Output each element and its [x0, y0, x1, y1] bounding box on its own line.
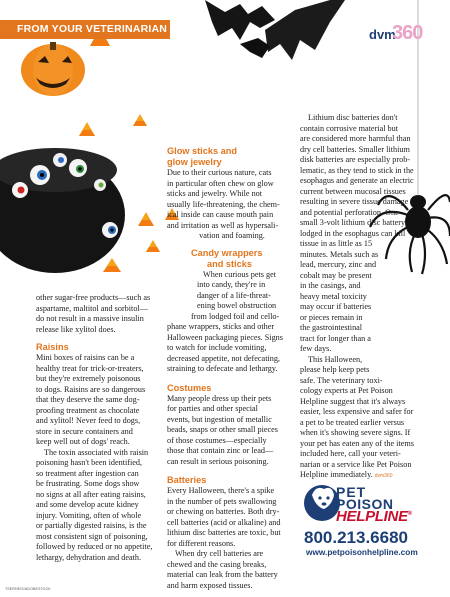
text-line: lematic, as they tend to stick in the [300, 165, 414, 175]
middle-column [167, 146, 297, 591]
pph-website-link[interactable]: www.petpoisonhelpline.com [306, 547, 418, 557]
text-line: cology experts at Pet Poison [300, 386, 393, 395]
candy-narrow-block [167, 248, 297, 323]
text-line: in particular often chew on glow [167, 178, 274, 188]
intro-line: do not result in a massive insulin [36, 314, 144, 323]
text-line: followed by reduced or no appetite, [36, 542, 153, 551]
text-line: usually life-threatening, the chem- [167, 199, 280, 209]
text-line: or chewing on batteries. Both dry- [167, 507, 280, 516]
text-line: disk batteries are especially prob- [300, 155, 411, 164]
text-line: The toxin associated with raisin [44, 447, 149, 457]
eyeball-candy-icon [102, 222, 118, 238]
text-line: events, but ingestion of metallic [167, 414, 272, 424]
text-line: resulting in severe tissue damage [300, 197, 409, 206]
dvm-logo-number: 360 [392, 22, 423, 44]
text-line: phane wrappers, sticks and other [167, 322, 275, 331]
pph-poison-text: POISON [336, 496, 394, 512]
text-line: of those costumes—especially [167, 435, 267, 445]
bat-icon [265, 0, 345, 60]
bat-icon [205, 0, 275, 40]
text-line: ical inside can cause mouth pain [167, 210, 274, 219]
text-line: Due to their curious nature, cats [167, 168, 272, 177]
glow-heading: glow jewelry [167, 157, 222, 167]
text-line: for different reasons. [167, 538, 236, 548]
pet-poison-helpline-logo [296, 484, 446, 566]
text-line: in the number of pets swallowing [167, 496, 277, 506]
text-line: may occur if batteries [300, 302, 372, 311]
text-line: or pieces remain in [300, 312, 363, 322]
text-line: into candy, they're in [197, 280, 266, 289]
right-column [300, 113, 436, 482]
intro-line: release like xylitol does. [36, 324, 116, 334]
raisins-paragraph-1 [36, 353, 164, 448]
text-line: or partially digested raisins, is the [36, 521, 147, 530]
text-line: those that contain zinc or lead— [167, 446, 274, 455]
text-line: lead, mercury, zinc and [300, 260, 377, 269]
costumes-heading: Costumes [167, 382, 212, 393]
text-line: esophagus and generate an electric [300, 176, 414, 185]
text-line: danger of a life-threat- [197, 290, 271, 300]
text-line: no signs at all after eating raisins, [36, 489, 146, 499]
text-line: current between mucosal tissues [300, 186, 406, 196]
text-line: poisoning hasn't been identified, [36, 458, 143, 467]
intro-line: aspartame, maltitol and sorbitol— [36, 303, 148, 313]
text-line: most consistent sign of poisoning, [36, 531, 148, 541]
pph-phone-number[interactable]: 800.213.6680 [304, 528, 408, 547]
left-column [36, 293, 164, 563]
pumpkin-icon [21, 42, 85, 96]
candy-heading: and sticks [207, 258, 252, 269]
text-line: be frustrating. Some dogs show [36, 479, 140, 488]
text-line: are considered more harmful than [300, 134, 411, 143]
text-line: included here, call your veteri- [300, 449, 401, 458]
section-banner: FROM YOUR VETERINARIAN [0, 20, 170, 39]
pph-helpline-text [336, 508, 412, 525]
dvm360-logo [369, 24, 429, 48]
text-line: Many people dress up their pets [167, 393, 272, 403]
candy-corn-icon [103, 258, 121, 272]
text-line: and some develop acute kidney [36, 500, 139, 509]
batteries-heading: Batteries [167, 475, 207, 485]
cauldron-icon [0, 148, 125, 273]
dvm-logo-text: dvm [369, 27, 396, 42]
text-line: injury. Vomiting, often of whole [36, 510, 142, 520]
intro-line: other sugar-free products—such as [36, 293, 151, 302]
text-line: narian or a service like Pet Poison [300, 459, 412, 469]
text-line: ening bowel obstruction [197, 301, 277, 310]
text-line: material can leak from the battery [167, 570, 278, 579]
text-line: Mini boxes of raisins can be a [36, 353, 135, 362]
text-line: Halloween packaging pieces. Signs [167, 332, 283, 342]
text-line: can result in serious poisoning. [167, 456, 269, 466]
text-line: When curious pets get [203, 269, 276, 279]
text-line: tract for longer than a [300, 333, 371, 343]
pph-pet-text: PET [336, 484, 367, 500]
text-line: for parties and other special [167, 404, 258, 413]
text-line: and xylitol! Never feed to dogs, [36, 416, 141, 425]
text-line: chewed and the casing breaks, [167, 559, 267, 569]
text-line: and irritation as well as hypersali- [167, 220, 279, 230]
text-line [300, 470, 436, 482]
text-line: to watch for include vomiting, [167, 343, 267, 352]
text-line: Every Halloween, there's a spike [167, 486, 275, 495]
dvm360-end-mark: dvm360 [374, 473, 393, 479]
text-line: Lithium disc batteries don't [308, 113, 398, 122]
text-line: cell batteries (acid or alkaline) and [167, 517, 281, 527]
candy-corn-icon [133, 114, 147, 126]
text-line: healthy treat for trick-or-treaters, [36, 363, 144, 373]
bat-icon [240, 38, 270, 58]
text-line: small 3-volt lithium disc battery [300, 218, 406, 227]
text-line: safe. The veterinary toxi- [300, 375, 383, 385]
text-line: your pet has eaten any of the items [300, 438, 414, 448]
text-line: the gastrointestinal [300, 323, 363, 332]
text-line: when it's showing severe signs. If [300, 428, 411, 437]
raisins-paragraph-2 [36, 448, 164, 564]
text-line: but they're extremely poisonous [36, 374, 141, 383]
text-line: to dogs. Raisins are so dangerous [36, 384, 146, 394]
text-line: that they deserve the same dog- [36, 395, 140, 404]
photo-credit: TSERHEIS/ADOBESTOCK [5, 587, 51, 591]
glow-heading: Glow sticks and [167, 146, 237, 156]
text-line: in the casings, and [300, 281, 361, 290]
registered-mark: ® [407, 511, 412, 517]
text-line: a pet to be treated earlier versus [300, 417, 405, 427]
text-line-end: Helpline immediately. [300, 470, 373, 479]
candy-corn-icon [146, 240, 160, 252]
text-line: minutes. Metals such as [300, 249, 379, 259]
text-line: from lodged foil and cello- [191, 311, 280, 321]
candy-corn-icon [138, 212, 154, 226]
candy-corn-icon [79, 122, 95, 136]
text-line: please help keep pets [300, 365, 370, 374]
text-line: When dry cell batteries are [175, 549, 264, 558]
text-line: proofing treatment as chocolate [36, 405, 140, 415]
text-line: beads, snaps or other small pieces [167, 425, 278, 434]
text-line: Helpline suggest that it's always [300, 396, 406, 406]
text-line: dry cell batteries. Smaller lithium [300, 144, 410, 154]
text-line: cobalt may be present [300, 270, 372, 280]
candy-heading: Candy wrappers [191, 247, 263, 258]
text-line: and harm exposed tissues. [167, 580, 253, 590]
text-line: This Halloween, [308, 354, 363, 364]
text-line: vation and foaming. [199, 231, 265, 240]
text-line: keep well out of dogs' reach. [36, 437, 130, 446]
text-line: tissue in as little as 15 [300, 239, 373, 248]
text-line: and potential perforation. One [300, 207, 399, 217]
text-line: sticks and jewelry. While not [167, 189, 263, 198]
text-line: store in secure containers and [36, 426, 133, 436]
text-line: decreased appetite, not defecating, [167, 353, 280, 363]
text-line: lodged in the esophagus can kill [300, 228, 406, 238]
text-line: lithium disc batteries are toxic, but [167, 528, 281, 537]
text-line: few days. [300, 344, 332, 353]
text-line: straining to defecate and lethargy. [167, 364, 278, 373]
text-line: easier, less expensive and safer for [300, 407, 414, 416]
text-line: so treatment after ingestion can [36, 468, 139, 478]
text-line: contain corrosive material but [300, 123, 398, 133]
text-line: lethargy, dehydration and death. [36, 552, 142, 562]
text-line: heavy metal toxicity [300, 291, 367, 301]
raisins-heading: Raisins [36, 342, 69, 352]
pph-helpline-word: HELPLINE [336, 508, 408, 525]
